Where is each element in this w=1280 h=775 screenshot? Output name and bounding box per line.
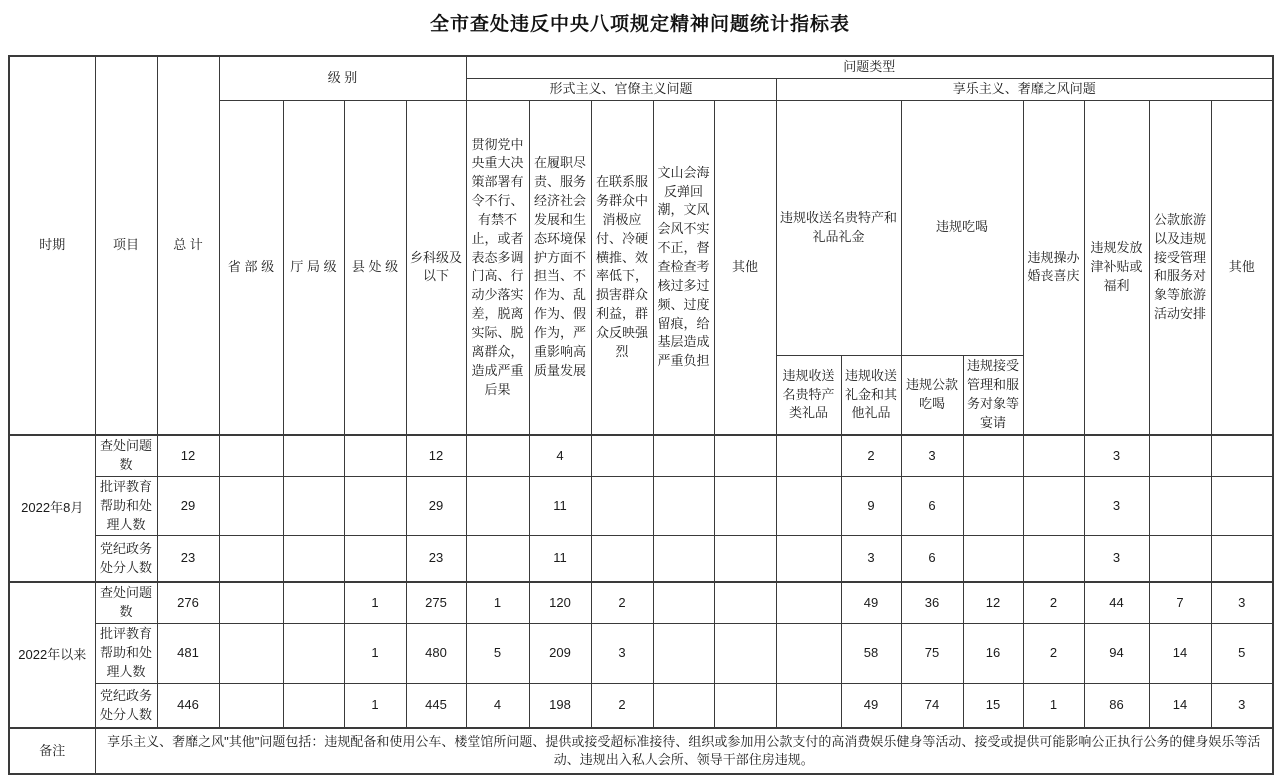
data-cell bbox=[963, 435, 1023, 476]
data-cell: 44 bbox=[1084, 582, 1149, 624]
table-row bbox=[9, 435, 1273, 476]
data-cell: 16 bbox=[963, 624, 1023, 684]
data-cell bbox=[776, 536, 841, 582]
data-cell: 23 bbox=[157, 536, 219, 582]
data-cell bbox=[776, 582, 841, 624]
data-cell bbox=[1211, 476, 1273, 536]
data-cell: 5 bbox=[1211, 624, 1273, 684]
period-cell: 2022年以来 bbox=[9, 582, 95, 729]
data-cell: 2 bbox=[841, 435, 901, 476]
data-cell bbox=[776, 435, 841, 476]
row-label-cell: 查处问题数 bbox=[95, 435, 157, 476]
data-cell: 29 bbox=[157, 476, 219, 536]
data-cell: 49 bbox=[841, 683, 901, 728]
data-cell: 3 bbox=[591, 624, 653, 684]
table-row bbox=[9, 536, 1273, 582]
note-text-cell: 享乐主义、奢靡之风"其他"问题包括：违规配备和使用公车、楼堂馆所问题、提供或接受超标准接待、组织或参加用公款支付的高消费娱乐健身等活动、接受或提供可能影响公正执行公务的健身娱乐等活动、违规出入私人会所、领导干部住房违规。 bbox=[95, 728, 1273, 774]
table-row bbox=[9, 582, 1273, 624]
statistics-table bbox=[8, 55, 1274, 775]
item-header: 项目 bbox=[95, 56, 157, 435]
data-cell: 3 bbox=[841, 536, 901, 582]
level-col-header-county: 县 处 级 bbox=[344, 100, 406, 435]
data-cell bbox=[653, 582, 714, 624]
data-cell: 12 bbox=[406, 435, 466, 476]
data-cell: 23 bbox=[406, 536, 466, 582]
gift-subcol-header-cash: 违规收送礼金和其他礼品 bbox=[841, 355, 901, 435]
data-cell bbox=[1149, 536, 1211, 582]
data-cell bbox=[219, 582, 283, 624]
data-cell: 2 bbox=[1023, 624, 1084, 684]
data-cell: 12 bbox=[157, 435, 219, 476]
data-cell: 86 bbox=[1084, 683, 1149, 728]
data-cell bbox=[591, 435, 653, 476]
data-cell bbox=[1149, 435, 1211, 476]
data-cell bbox=[1023, 476, 1084, 536]
data-cell bbox=[344, 536, 406, 582]
data-cell: 1 bbox=[1023, 683, 1084, 728]
row-label-cell: 批评教育帮助和处理人数 bbox=[95, 624, 157, 684]
period-cell: 2022年8月 bbox=[9, 435, 95, 582]
formalism-col-header-other: 其他 bbox=[714, 100, 776, 435]
data-cell: 3 bbox=[1084, 536, 1149, 582]
page-title: 全市查处违反中央八项规定精神问题统计指标表 bbox=[429, 14, 850, 35]
data-cell bbox=[591, 536, 653, 582]
row-label-cell: 党纪政务处分人数 bbox=[95, 536, 157, 582]
hedonism-group-header: 享乐主义、奢靡之风问题 bbox=[776, 78, 1273, 100]
row-label-cell: 查处问题数 bbox=[95, 582, 157, 624]
data-cell bbox=[283, 582, 344, 624]
data-cell bbox=[1211, 435, 1273, 476]
data-cell bbox=[714, 476, 776, 536]
data-cell: 3 bbox=[901, 435, 963, 476]
data-cell bbox=[714, 582, 776, 624]
data-cell: 4 bbox=[529, 435, 591, 476]
data-cell: 198 bbox=[529, 683, 591, 728]
data-cell bbox=[466, 536, 529, 582]
data-cell: 58 bbox=[841, 624, 901, 684]
data-cell: 209 bbox=[529, 624, 591, 684]
data-cell bbox=[963, 536, 1023, 582]
data-cell: 74 bbox=[901, 683, 963, 728]
data-cell: 1 bbox=[466, 582, 529, 624]
data-cell bbox=[653, 683, 714, 728]
data-cell: 275 bbox=[406, 582, 466, 624]
note-label-cell: 备注 bbox=[9, 728, 95, 774]
formalism-col-header-decisions: 贯彻党中央重大决策部署有令不行、有禁不止，或者表态多调门高、行动少落实差，脱离实际、脱离群众，造成严重后果 bbox=[466, 100, 529, 435]
data-cell bbox=[653, 624, 714, 684]
data-cell: 11 bbox=[529, 476, 591, 536]
data-cell bbox=[963, 476, 1023, 536]
data-cell bbox=[776, 683, 841, 728]
data-cell bbox=[219, 435, 283, 476]
data-cell: 2 bbox=[591, 683, 653, 728]
data-cell bbox=[1211, 536, 1273, 582]
data-cell bbox=[219, 624, 283, 684]
data-cell bbox=[714, 683, 776, 728]
data-cell: 1 bbox=[344, 683, 406, 728]
data-cell: 36 bbox=[901, 582, 963, 624]
formalism-group-header: 形式主义、官僚主义问题 bbox=[466, 78, 776, 100]
note-row bbox=[9, 728, 1273, 774]
eatdrink-group-header: 违规吃喝 bbox=[901, 100, 1023, 355]
data-cell bbox=[283, 624, 344, 684]
data-cell: 4 bbox=[466, 683, 529, 728]
data-cell: 480 bbox=[406, 624, 466, 684]
total-header: 总 计 bbox=[157, 56, 219, 435]
data-cell bbox=[653, 476, 714, 536]
data-cell: 14 bbox=[1149, 624, 1211, 684]
data-cell: 445 bbox=[406, 683, 466, 728]
level-col-header-township: 乡科级及以下 bbox=[406, 100, 466, 435]
data-cell bbox=[219, 683, 283, 728]
data-cell bbox=[219, 476, 283, 536]
data-cell: 12 bbox=[963, 582, 1023, 624]
data-cell: 14 bbox=[1149, 683, 1211, 728]
formalism-col-header-duties: 在履职尽责、服务经济社会发展和生态环境保护方面不担当、不作为、乱作为、假作为，严重影响高质量发展 bbox=[529, 100, 591, 435]
table-row bbox=[9, 476, 1273, 536]
data-cell: 9 bbox=[841, 476, 901, 536]
data-cell: 3 bbox=[1084, 476, 1149, 536]
data-cell: 7 bbox=[1149, 582, 1211, 624]
eat-subcol-header-banquets: 违规接受管理和服务对象等宴请 bbox=[963, 355, 1023, 435]
data-cell: 481 bbox=[157, 624, 219, 684]
data-cell: 6 bbox=[901, 536, 963, 582]
period-header: 时期 bbox=[9, 56, 95, 435]
problem-type-group-header: 问题类型 bbox=[466, 56, 1273, 78]
table-row bbox=[9, 683, 1273, 728]
data-cell bbox=[714, 435, 776, 476]
hedonism-col-header-travel: 公款旅游以及违规接受管理和服务对象等旅游活动安排 bbox=[1149, 100, 1211, 435]
data-cell: 1 bbox=[344, 582, 406, 624]
hedonism-col-header-other: 其他 bbox=[1211, 100, 1273, 435]
header-row-top bbox=[9, 56, 1273, 78]
data-cell: 11 bbox=[529, 536, 591, 582]
hedonism-col-header-weddings: 违规操办婚丧喜庆 bbox=[1023, 100, 1084, 435]
data-cell: 49 bbox=[841, 582, 901, 624]
data-cell bbox=[714, 536, 776, 582]
data-cell bbox=[1023, 435, 1084, 476]
data-cell bbox=[591, 476, 653, 536]
data-cell: 75 bbox=[901, 624, 963, 684]
data-cell: 2 bbox=[591, 582, 653, 624]
data-cell: 6 bbox=[901, 476, 963, 536]
data-cell bbox=[1149, 476, 1211, 536]
data-cell bbox=[283, 683, 344, 728]
data-cell bbox=[344, 476, 406, 536]
formalism-col-header-masses: 在联系服务群众中消极应付、冷硬横推、效率低下，损害群众利益，群众反映强烈 bbox=[591, 100, 653, 435]
gift-subcol-header-specialties: 违规收送名贵特产类礼品 bbox=[776, 355, 841, 435]
formalism-col-header-meetings: 文山会海反弹回潮，文风会风不实不正，督查检查考核过多过频、过度留痕，给基层造成严重负担 bbox=[653, 100, 714, 435]
data-cell: 3 bbox=[1084, 435, 1149, 476]
data-cell bbox=[466, 476, 529, 536]
data-cell: 2 bbox=[1023, 582, 1084, 624]
data-cell: 120 bbox=[529, 582, 591, 624]
level-col-header-department: 厅 局 级 bbox=[283, 100, 344, 435]
data-cell: 446 bbox=[157, 683, 219, 728]
gifts-group-header: 违规收送名贵特产和礼品礼金 bbox=[776, 100, 901, 355]
data-cell bbox=[283, 435, 344, 476]
data-cell bbox=[653, 435, 714, 476]
data-cell bbox=[283, 536, 344, 582]
row-label-cell: 党纪政务处分人数 bbox=[95, 683, 157, 728]
data-cell bbox=[714, 624, 776, 684]
data-cell bbox=[283, 476, 344, 536]
data-cell: 5 bbox=[466, 624, 529, 684]
data-cell: 1 bbox=[344, 624, 406, 684]
data-cell bbox=[1023, 536, 1084, 582]
data-cell bbox=[776, 476, 841, 536]
data-cell bbox=[776, 624, 841, 684]
data-cell: 15 bbox=[963, 683, 1023, 728]
data-cell: 3 bbox=[1211, 582, 1273, 624]
data-cell: 3 bbox=[1211, 683, 1273, 728]
data-cell: 29 bbox=[406, 476, 466, 536]
data-cell bbox=[466, 435, 529, 476]
hedonism-col-header-subsidies: 违规发放津补贴或福利 bbox=[1084, 100, 1149, 435]
level-group-header: 级 别 bbox=[219, 56, 466, 100]
data-cell bbox=[653, 536, 714, 582]
data-cell: 276 bbox=[157, 582, 219, 624]
row-label-cell: 批评教育帮助和处理人数 bbox=[95, 476, 157, 536]
level-col-header-province: 省 部 级 bbox=[219, 100, 283, 435]
eat-subcol-header-public-funds: 违规公款吃喝 bbox=[901, 355, 963, 435]
data-cell bbox=[344, 435, 406, 476]
data-cell: 94 bbox=[1084, 624, 1149, 684]
table-row bbox=[9, 624, 1273, 684]
data-cell bbox=[219, 536, 283, 582]
